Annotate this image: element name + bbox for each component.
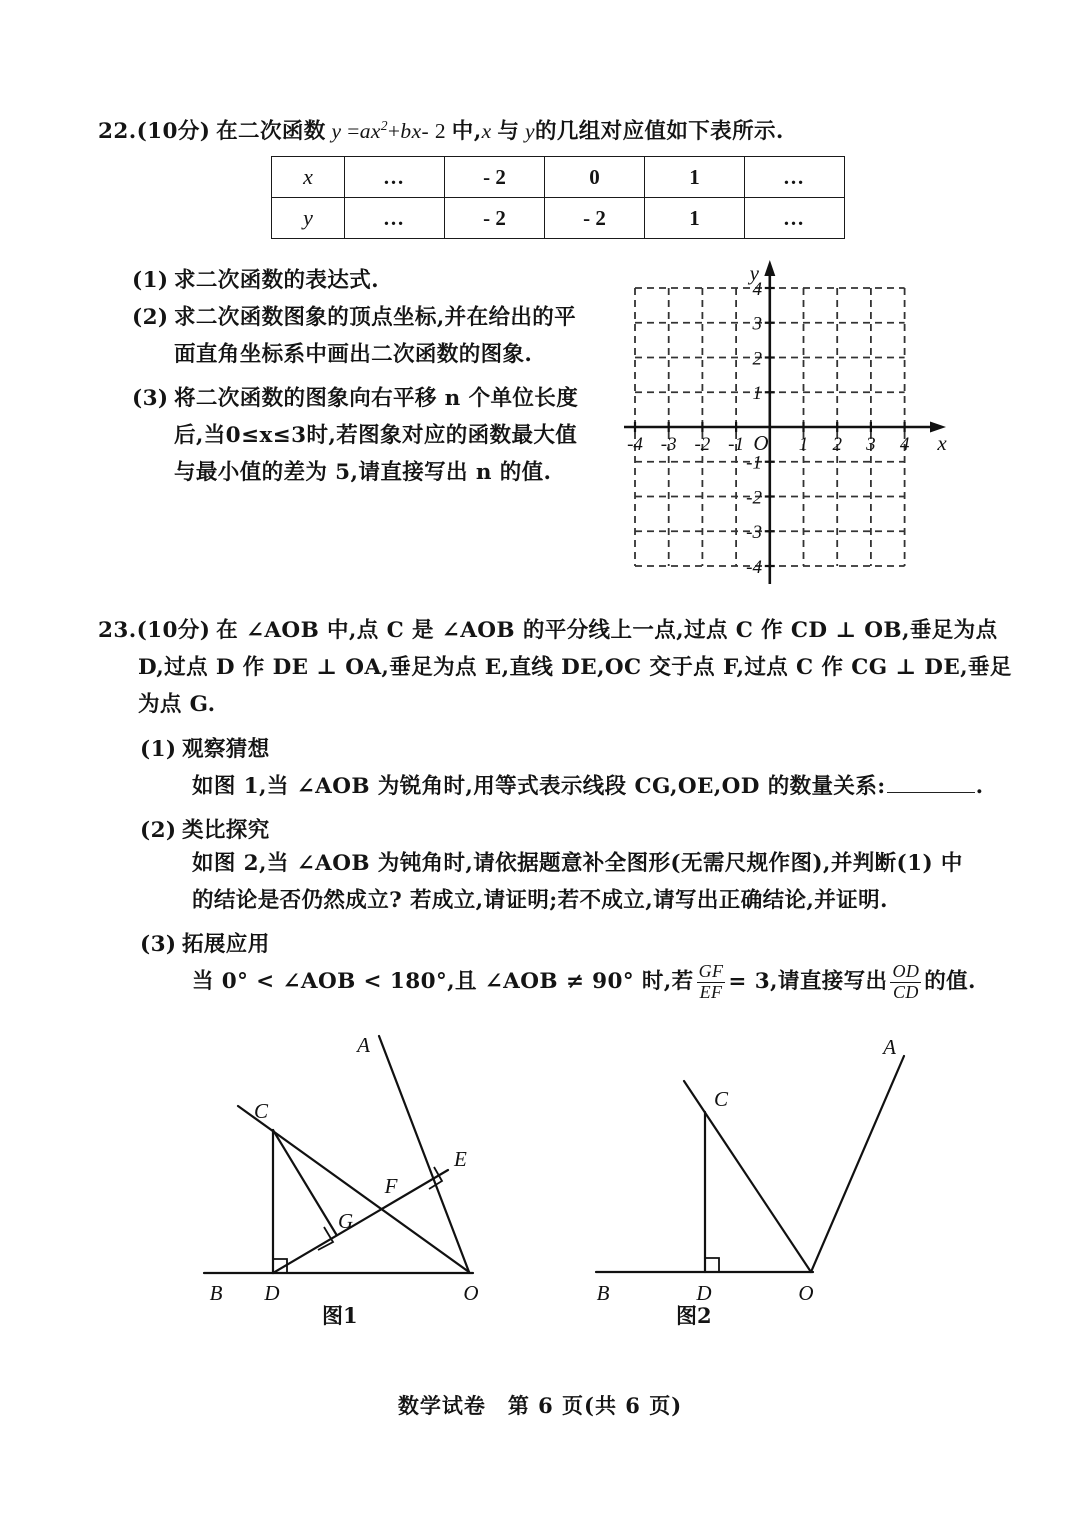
- item-text-tail: .: [975, 774, 984, 799]
- question-22-item-3-line3: [132, 454, 551, 491]
- question-22-stem-mid: 中,: [451, 119, 482, 145]
- fraction-numerator: GF: [698, 961, 724, 982]
- y-tick-label: -3: [746, 522, 762, 544]
- table-cell: …: [745, 198, 845, 239]
- question-23-item-1-body: [192, 768, 983, 805]
- right-angle-mark-D: [705, 1258, 719, 1272]
- fraction-denominator: CD: [890, 982, 921, 1002]
- question-22-item-1: [132, 262, 379, 299]
- value-table: [271, 156, 845, 239]
- question-23-stem-line1: [98, 612, 1012, 649]
- label-O: O: [798, 1281, 814, 1305]
- var-x: x: [481, 119, 492, 144]
- question-23-item-2-line2: [192, 882, 888, 919]
- item-text: 面直角坐标系中画出二次函数的图象.: [174, 342, 533, 367]
- item-title: 观察猜想: [182, 737, 270, 762]
- question-23-stem: [98, 612, 1012, 723]
- item-text: 如图 2,当 ∠AOB 为钝角时,请依据题意补全图形(无需尺规作图),并判断(1) 中: [192, 851, 963, 876]
- x-tick-label: -4: [627, 434, 643, 455]
- formula-minus-two: - 2: [421, 119, 447, 144]
- ray-OC: [684, 1081, 811, 1272]
- label-G: G: [338, 1209, 354, 1233]
- x-tick-label: -3: [660, 434, 677, 455]
- formula-equals: =: [347, 119, 360, 144]
- question-23-item-3-body: [192, 963, 976, 1003]
- table-cell: …: [345, 198, 445, 239]
- question-22-score: (10分): [136, 119, 211, 145]
- table-cell: - 2: [445, 198, 545, 239]
- figure-2-caption: 图2: [676, 1303, 712, 1328]
- x-tick-label: 1: [798, 434, 809, 455]
- figure-1-labels: [210, 1033, 479, 1305]
- y-tick-label: 2: [752, 348, 762, 370]
- figure-1-svg: [186, 1018, 526, 1348]
- item-text: 的结论是否仍然成立? 若成立,请证明;若不成立,请写出正确结论,并证明.: [192, 888, 888, 913]
- question-23-stem-line2: [98, 649, 1012, 686]
- item-text: 如图 1,当 ∠AOB 为锐角时,用等式表示线段 CG,OE,OD 的数量关系:: [192, 774, 886, 799]
- item-title: 类比探究: [182, 818, 270, 843]
- item-text: 后,当0≤x≤3时,若图象对应的函数最大值: [174, 423, 578, 448]
- y-axis-arrow: [764, 260, 775, 276]
- right-angle-mark-G: [318, 1227, 333, 1250]
- question-23-score: (10分): [136, 618, 211, 643]
- segment-CG: [273, 1130, 336, 1234]
- right-angle-marks: [705, 1258, 719, 1272]
- grid-axes: [624, 274, 934, 584]
- fraction-numerator: OD: [892, 961, 920, 982]
- question-22-stem-pre: 在二次函数: [216, 119, 326, 145]
- question-23-stem-line3: [98, 686, 1012, 723]
- item-text: 求二次函数图象的顶点坐标,并在给出的平: [174, 305, 577, 330]
- ray-OA: [811, 1056, 904, 1272]
- coordinate-grid-figure: [620, 252, 960, 592]
- item-tag: (2): [140, 818, 177, 843]
- question-23-item-2-line1: [192, 845, 963, 882]
- question-22-item-2: [132, 299, 576, 336]
- item-tag: (3): [140, 932, 177, 957]
- page-footer: 数学试卷 第 6 页(共 6 页): [397, 1393, 683, 1418]
- answer-blank[interactable]: [887, 775, 975, 793]
- y-tick-label: -1: [746, 452, 762, 474]
- table-cell: 1: [645, 157, 745, 198]
- item-tag: (3): [132, 386, 169, 411]
- item-tag: (1): [140, 737, 177, 762]
- formula-ax: ax: [359, 119, 381, 144]
- y-tick-label: -4: [746, 557, 762, 578]
- label-E: E: [454, 1147, 467, 1171]
- question-23-text: 为点 G.: [138, 692, 216, 717]
- y-tick-label: 1: [752, 383, 762, 405]
- item-title: 拓展应用: [182, 932, 270, 957]
- table-cell: 1: [645, 198, 745, 239]
- formula-y: y: [331, 119, 342, 144]
- item-text-mid: = 3,请直接写出: [728, 969, 888, 994]
- table-row-label-x: x: [272, 157, 345, 198]
- question-22-stem-post: 的几组对应值如下表所示.: [534, 119, 784, 145]
- item-text: 与最小值的差为 5,请直接写出 n 的值.: [174, 460, 552, 485]
- var-y: y: [525, 119, 535, 144]
- fraction-od-cd: [890, 962, 921, 1002]
- item-text: 将二次函数的图象向右平移 n 个单位长度: [174, 386, 579, 411]
- table-row-label-y: y: [272, 198, 345, 239]
- figure-1: [186, 1018, 526, 1348]
- formula-bx: bx: [400, 119, 422, 144]
- x-tick-label: 4: [899, 434, 910, 455]
- x-axis-label: x: [937, 431, 947, 455]
- label-D: D: [696, 1281, 712, 1305]
- origin-label: O: [753, 431, 769, 455]
- figure-1-caption: 图1: [322, 1303, 358, 1328]
- label-D: D: [264, 1281, 280, 1305]
- label-O: O: [463, 1281, 479, 1305]
- label-B: B: [596, 1281, 610, 1305]
- question-22-stem: [98, 107, 784, 150]
- figure-2-labels: [597, 1035, 897, 1305]
- x-tick-label: 2: [832, 434, 842, 455]
- question-22-item-3: [132, 380, 578, 417]
- question-22-number: 22.: [98, 119, 137, 145]
- table-row: [272, 157, 845, 198]
- y-axis-label: y: [749, 261, 759, 285]
- table-row: [272, 198, 845, 239]
- item-tag: (2): [132, 305, 169, 330]
- x-tick-label: -2: [694, 434, 711, 455]
- table-cell: - 2: [445, 157, 545, 198]
- table-cell: - 2: [545, 198, 645, 239]
- y-tick-label: 3: [752, 313, 762, 335]
- table-cell: …: [745, 157, 845, 198]
- fraction-denominator: EF: [697, 982, 726, 1002]
- question-23-text: 在 ∠AOB 中,点 C 是 ∠AOB 的平分线上一点,过点 C 作 CD ⊥ OB,垂足为点: [216, 618, 998, 643]
- item-tag: (1): [132, 268, 169, 293]
- figure-2-svg: [566, 1018, 936, 1348]
- table-cell: …: [345, 157, 445, 198]
- x-tick-label: -1: [728, 434, 745, 455]
- figure-1-lines: [204, 1036, 473, 1273]
- question-23-number: 23.: [98, 618, 137, 643]
- question-23-item-2: [140, 812, 270, 849]
- item-text-tail: 的值.: [924, 969, 976, 994]
- label-A: A: [357, 1033, 370, 1057]
- question-23-item-1: [140, 731, 270, 768]
- figure-2-lines: [596, 1056, 904, 1272]
- segment-DE: [273, 1170, 448, 1273]
- formula-exponent: 2: [380, 118, 388, 133]
- table-cell: 0: [545, 157, 645, 198]
- coordinate-grid-svg: [620, 252, 960, 592]
- item-text: 当 0° < ∠AOB < 180°,且 ∠AOB ≠ 90° 时,若: [192, 969, 694, 994]
- formula-plus: +: [387, 119, 401, 144]
- question-22-item-2-line2: [132, 336, 532, 373]
- question-23-item-3: [140, 926, 270, 963]
- label-C: C: [253, 1099, 269, 1123]
- label-B: B: [209, 1281, 223, 1305]
- label-A: A: [883, 1035, 896, 1059]
- question-22-item-3-line2: [132, 417, 577, 454]
- item-text: 求二次函数的表达式.: [174, 268, 379, 293]
- label-F: F: [384, 1174, 398, 1198]
- fraction-gf-ef: [697, 962, 726, 1002]
- label-C: C: [714, 1087, 729, 1111]
- y-tick-label: -2: [746, 487, 762, 509]
- figure-2: [566, 1018, 936, 1348]
- stem-with: 与: [497, 119, 520, 145]
- y-tick-label: 4: [752, 279, 762, 300]
- y-tick-labels: [746, 279, 762, 578]
- question-23-text: D,过点 D 作 DE ⊥ OA,垂足为点 E,直线 DE,OC 交于点 F,过点 C 作 CG ⊥ DE,垂足: [138, 655, 1012, 680]
- x-tick-label: 3: [866, 434, 876, 455]
